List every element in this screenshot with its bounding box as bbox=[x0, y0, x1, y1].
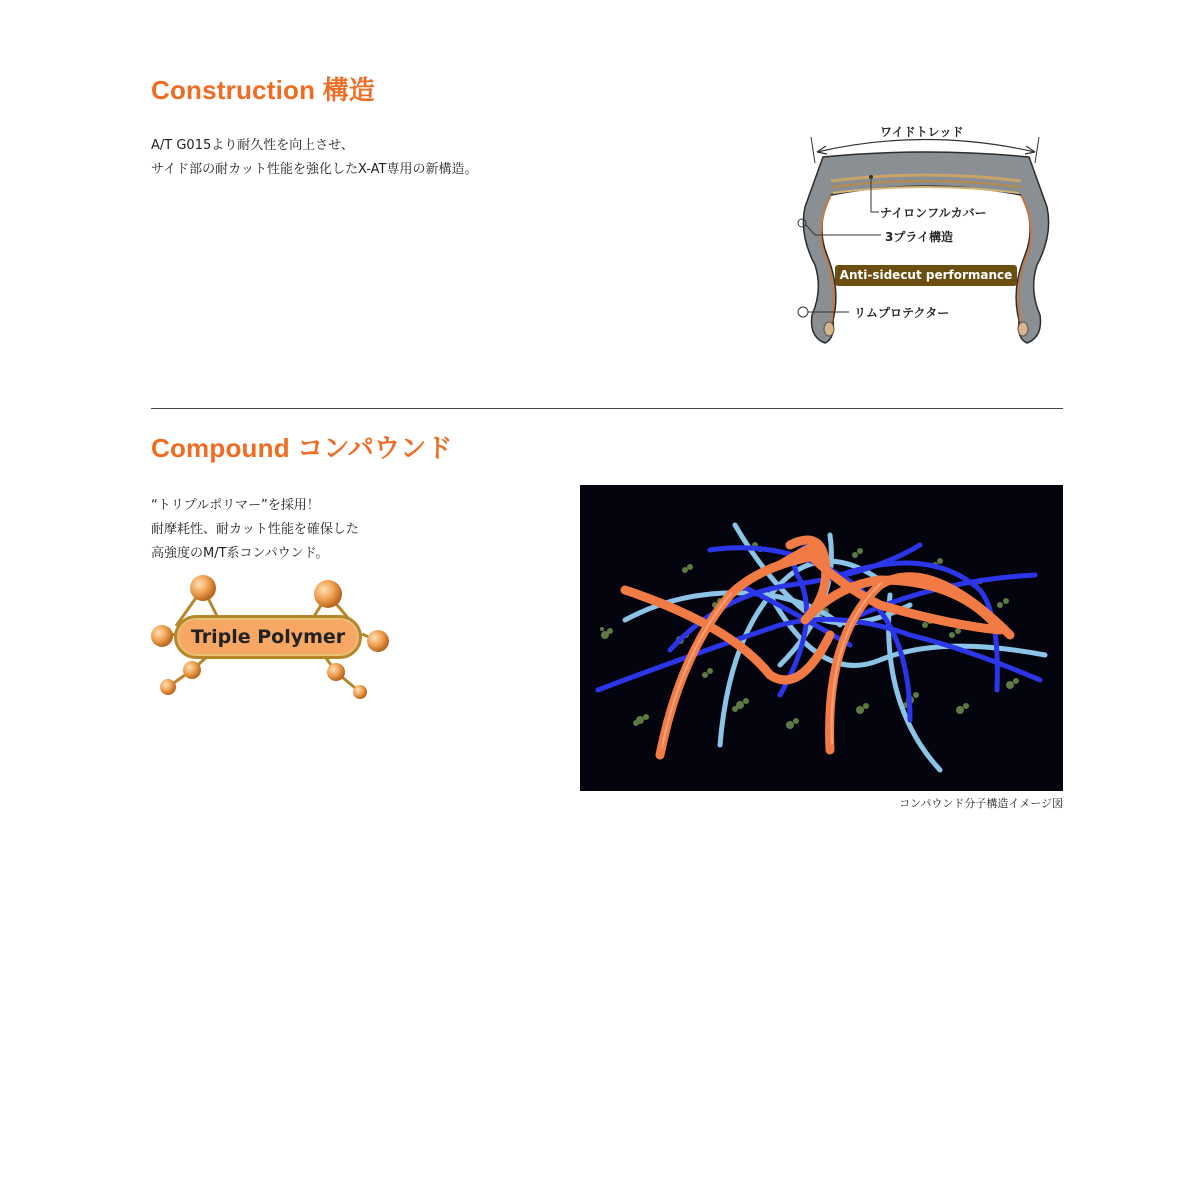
construction-line-1: A/T G015より耐久性を向上させ、 bbox=[151, 138, 354, 153]
construction-line-2: サイド部の耐カット性能を強化したX-AT専用の新構造。 bbox=[151, 162, 478, 177]
molecule-caption: コンパウンド分子構造イメージ図 bbox=[899, 797, 1063, 810]
compound-line-2: 耐摩耗性、耐カット性能を確保した bbox=[151, 522, 359, 537]
section-divider bbox=[151, 408, 1063, 409]
compound-molecule-image bbox=[580, 485, 1063, 791]
nylon-full-cover-label: ナイロンフルカバー bbox=[880, 206, 987, 220]
triple-polymer-badge: Triple Polymer bbox=[174, 615, 362, 659]
anti-sidecut-badge: Anti-sidecut performance bbox=[835, 265, 1017, 286]
three-ply-label: 3プライ構造 bbox=[885, 230, 953, 244]
compound-description bbox=[151, 494, 359, 566]
rim-protector-label: リムプロテクター bbox=[854, 306, 950, 320]
construction-description bbox=[151, 134, 477, 182]
compound-line-1: “トリプルポリマー”を採用！ bbox=[151, 498, 320, 513]
construction-title: Construction 構造 bbox=[151, 75, 375, 105]
wide-tread-label: ワイドトレッド bbox=[880, 125, 964, 139]
compound-title: Compound コンパウンド bbox=[151, 433, 453, 463]
compound-line-3: 高強度のM/T系コンパウンド。 bbox=[151, 546, 329, 561]
